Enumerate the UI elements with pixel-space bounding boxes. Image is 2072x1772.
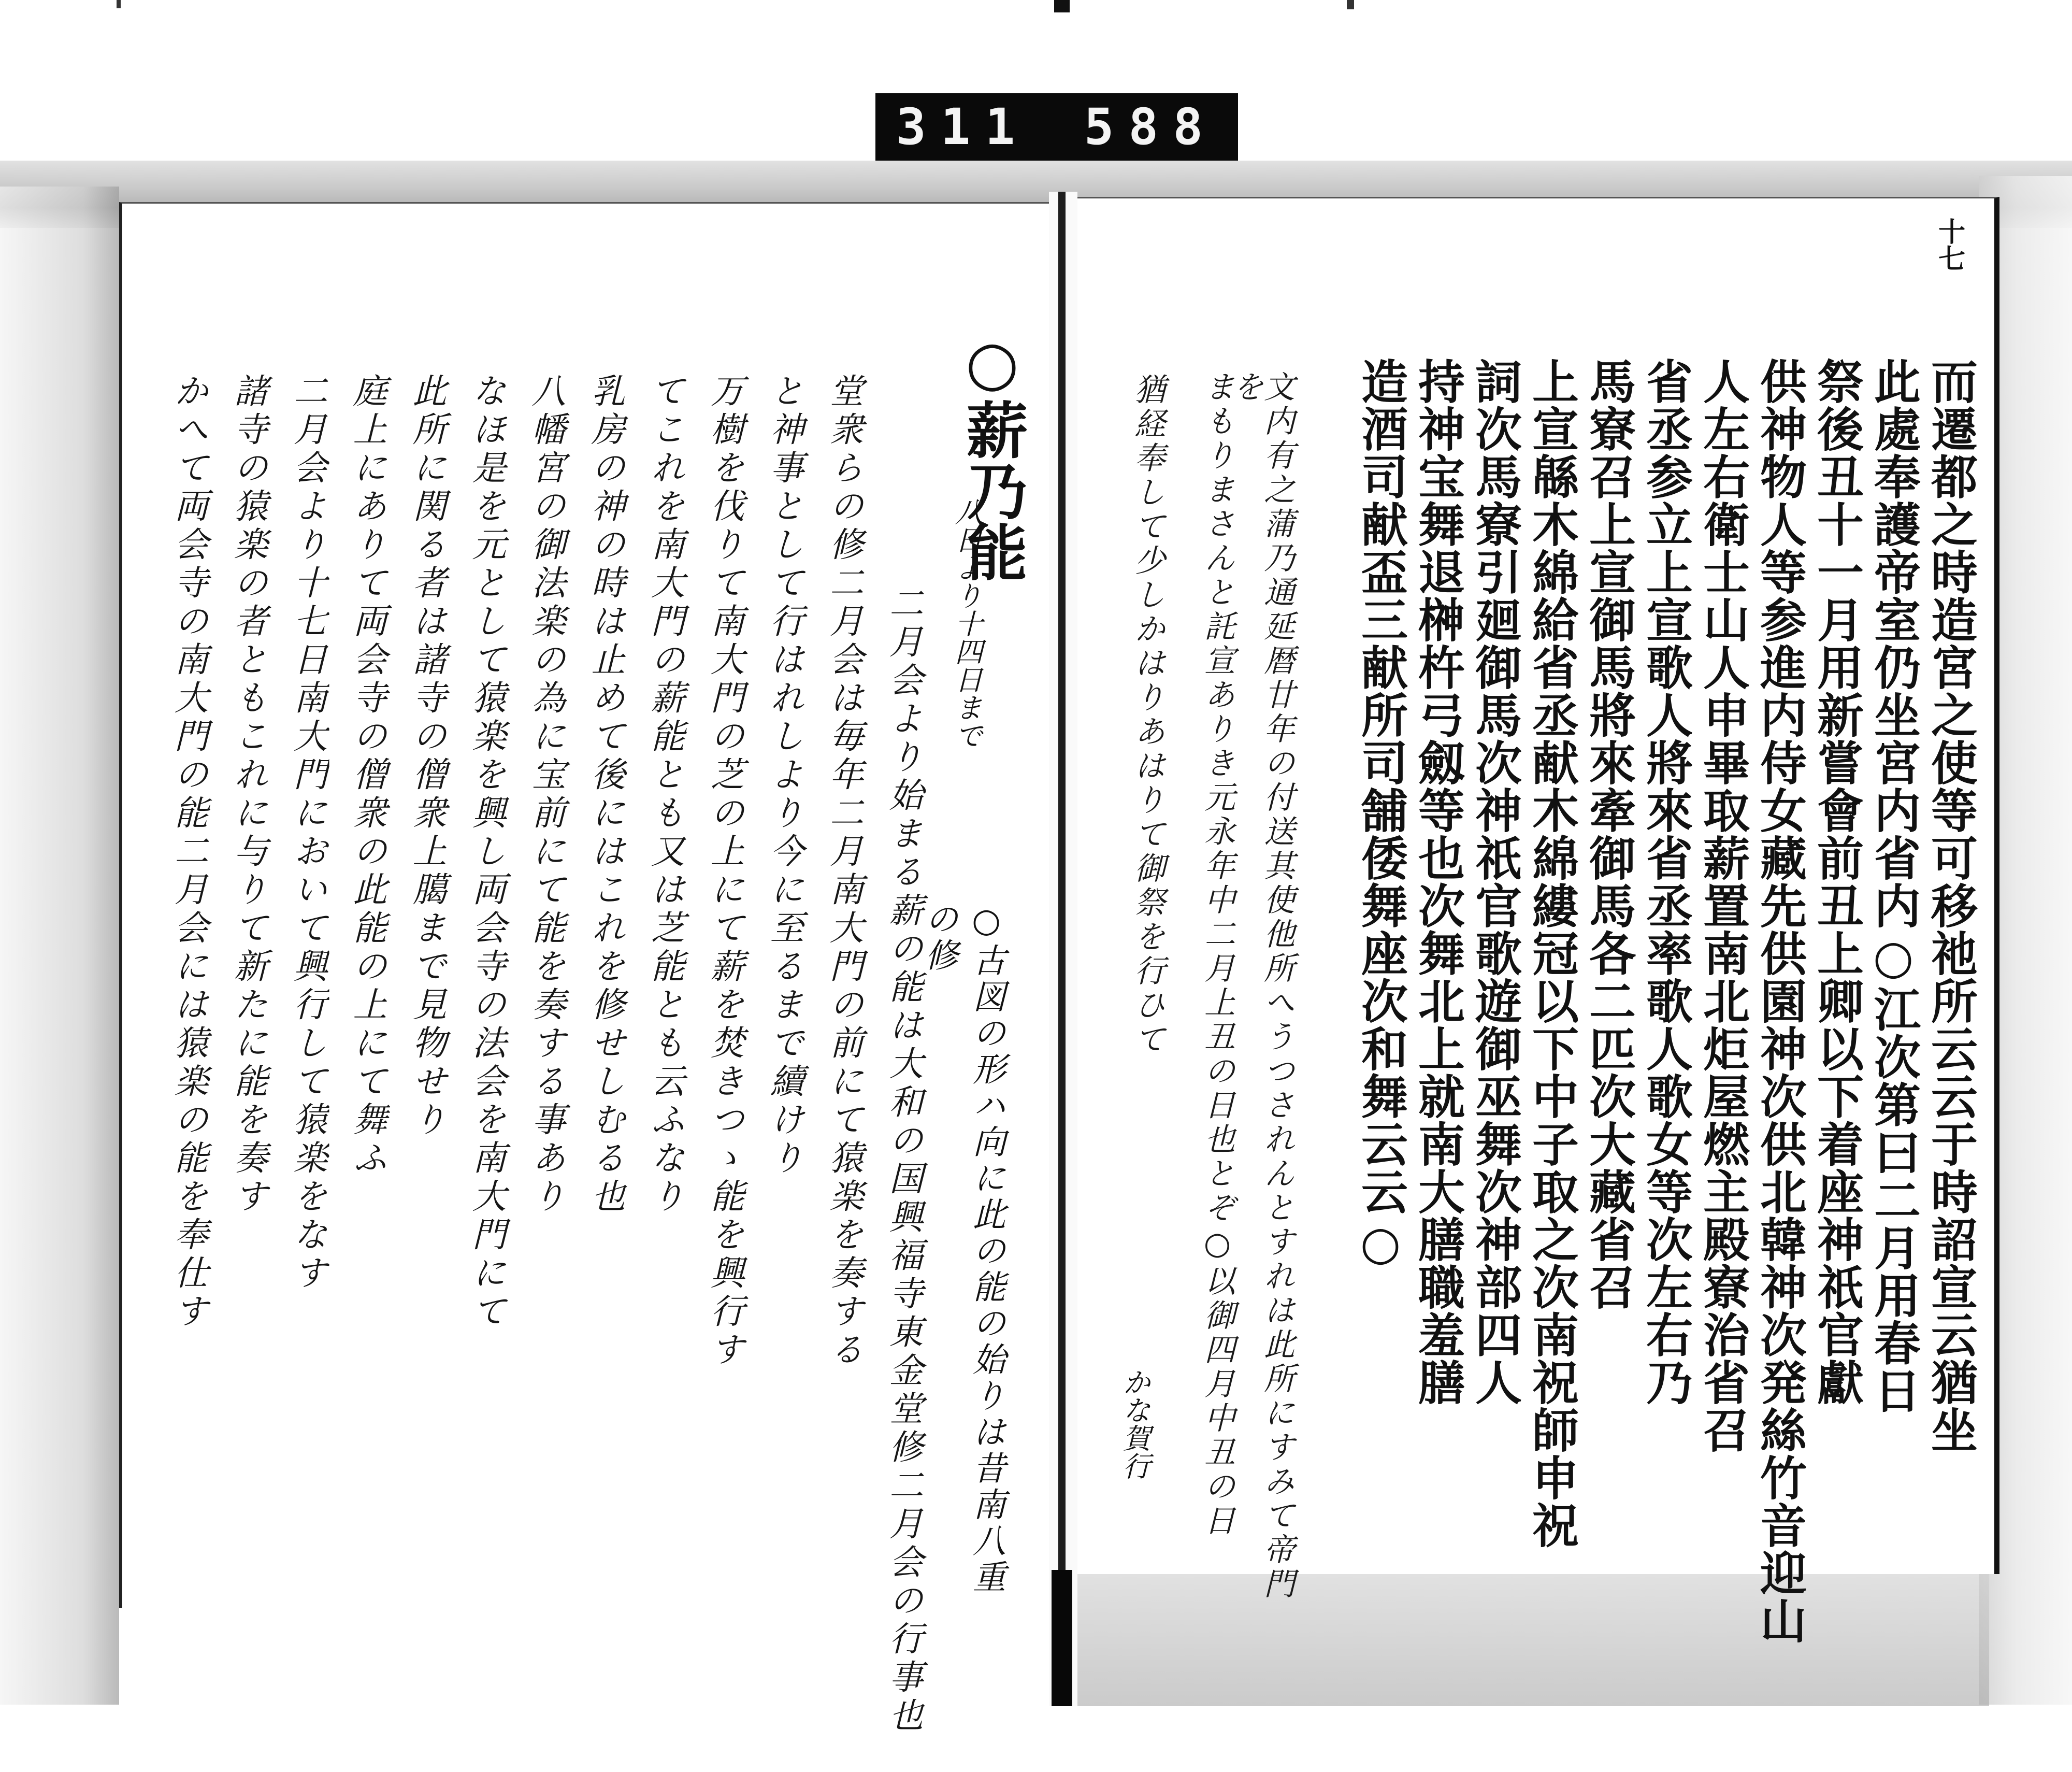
- cursive-column: と神事として行はれしより今に至るまで續けり: [764, 373, 804, 1178]
- page-number: 十七: [1933, 218, 1965, 271]
- scan-mark: [1347, 0, 1354, 9]
- gutter-shadow: [1052, 1570, 1072, 1706]
- printed-column: 馬寮召上宣御馬將來牽御馬各二匹次大藏省召: [1581, 358, 1636, 1311]
- cursive-column: てこれを南大門の薪能とも又は芝能とも云ふなり: [645, 373, 685, 1217]
- cursive-column: 此所に関る者は諸寺の僧衆上臈まで見物せり: [407, 373, 447, 1140]
- section-heading: ○薪乃能: [956, 326, 1028, 582]
- printed-column: 祭後丑十一月用新嘗會前丑上卿以下着座神祇官獻: [1809, 358, 1864, 1406]
- printed-column: 而遷都之時造宮之使等可移祂所云云于時詔宣云猶坐: [1923, 358, 1978, 1454]
- signature: かな賀行: [1118, 1368, 1151, 1480]
- printed-column: 省丞参立上宣歌人將來省丞率歌人歌女等次左右乃: [1638, 358, 1693, 1406]
- gutter-shadow: [1058, 192, 1066, 1706]
- cursive-column: 二月会より始まる薪の能は大和の国興福寺東金堂修二月会の行事也: [883, 585, 923, 1736]
- note-column: ○古図の形ハ向に此の能の始りは昔南八重の修: [919, 902, 1005, 1596]
- frame-counter-label: [875, 93, 1238, 161]
- printed-column: 詞次馬寮引廻御馬次神祇官歌遊御巫舞次神部四人: [1467, 358, 1522, 1406]
- counter-left: 311: [896, 98, 1030, 156]
- heading-note: 八日より十四日まで: [951, 497, 983, 749]
- cursive-column: かへて両会寺の南大門の能二月会には猿楽の能を奉仕す: [168, 373, 208, 1332]
- cursive-column: 庭上にありて両会寺の僧衆の此能の上にて舞ふ: [347, 373, 387, 1178]
- scan-edge-left: [0, 187, 119, 1705]
- printed-column: 持神宝舞退榊杵弓劔等也次舞北上就南大膳職羞膳: [1410, 358, 1465, 1406]
- handwritten-note-column: まもりまさんと託宣ありき元永年中二月上丑の日也とぞ○以御四月中丑の日: [1199, 370, 1235, 1538]
- handwritten-note-column: 猶経奉して少しかはりあはりて御祭を行ひて: [1129, 373, 1166, 1057]
- scan-mark: [1054, 0, 1070, 12]
- cursive-column: なほ是を元として猿楽を興し両会寺の法会を南大門にて: [466, 373, 506, 1332]
- printed-column: 此處奉護帝室仍坐宮内省内○江次第曰二月用春日: [1866, 358, 1921, 1414]
- scan-mark: [117, 0, 121, 8]
- cursive-column: 諸寺の猿楽の者ともこれに与りて新たに能を奏す: [228, 373, 268, 1217]
- counter-right: 588: [1084, 98, 1217, 156]
- handwritten-note-column: 文内有之蒲乃通延暦廿年の付送其使他所へうつされんとすれは此所にすみて帝門を: [1228, 370, 1295, 1602]
- cursive-column: 乳房の神の時は止めて後にはこれを修せしむる也: [585, 373, 625, 1217]
- cursive-column: 万樹を伐りて南大門の芝の上にて薪を焚きつゝ能を興行す: [704, 373, 744, 1370]
- printed-column: 供神物人等参進内侍女藏先供園神次供北韓神次発絲竹音迎山: [1752, 358, 1807, 1645]
- printed-column: 人左右衛士山人申畢取薪置南北炬屋燃主殿寮治省召: [1695, 358, 1750, 1454]
- cursive-column: 二月会より十七日南大門において興行して猿楽をなす: [287, 373, 327, 1293]
- cursive-column: 八幡宮の御法楽の為に宝前にて能を奏する事あり: [526, 373, 566, 1217]
- printed-column: 造酒司献盃三献所司舗倭舞座次和舞云云○: [1353, 358, 1408, 1271]
- cursive-column: 堂衆らの修二月会は毎年二月南大門の前にて猿楽を奏する: [824, 373, 864, 1370]
- printed-column: 上宣緜木綿給省丞献木綿縷冠以下中子取之次南祝師申祝: [1524, 358, 1579, 1549]
